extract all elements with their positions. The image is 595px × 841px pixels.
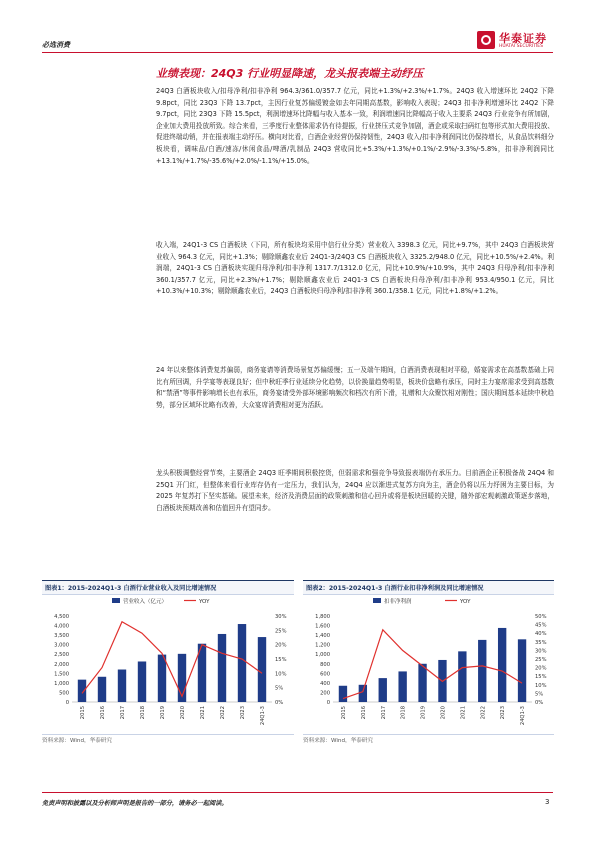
legend-line-label: YOY <box>199 599 210 605</box>
bar <box>98 677 106 702</box>
x-tick-label: 2022 <box>220 706 226 720</box>
x-tick-label: 24Q1-3 <box>520 706 527 726</box>
y2-tick-label: 35% <box>535 639 547 646</box>
bar <box>359 685 367 702</box>
figure-1-divider <box>42 734 294 735</box>
y-tick-label: 600 <box>320 671 330 678</box>
x-tick-label: 2016 <box>360 706 367 720</box>
x-tick-label: 2022 <box>480 706 487 720</box>
figure-2-source: 资料来源：Wind，华泰研究 <box>303 738 373 744</box>
brand-logo-icon <box>477 31 495 49</box>
bar <box>258 637 266 702</box>
legend-bar-swatch <box>112 598 120 603</box>
x-tick-label: 2015 <box>80 706 86 720</box>
header-divider <box>42 52 553 53</box>
figure-1-title: 图表1：2015-2024Q1-3 白酒行业营业收入及同比增速情况 <box>45 585 217 592</box>
x-tick-label: 2023 <box>240 706 246 720</box>
bar <box>498 628 506 702</box>
x-tick-label: 2015 <box>340 706 347 720</box>
y2-tick-label: 20% <box>535 665 547 672</box>
y2-tick-label: 10% <box>535 682 547 689</box>
bar <box>118 670 126 702</box>
y-tick-label: 2,500 <box>54 652 69 659</box>
y-tick-label: 4,000 <box>54 623 69 630</box>
bar <box>238 624 246 702</box>
y2-tick-label: 45% <box>535 622 547 629</box>
legend-bar-label: 营业收入（亿元） <box>123 599 168 605</box>
header-section-label: 必选消费 <box>42 41 70 49</box>
y-tick-label: 1,500 <box>54 671 69 678</box>
footer-divider <box>42 792 553 793</box>
x-tick-label: 2017 <box>380 706 387 720</box>
brand-name-cn: 华泰证券 <box>499 32 547 45</box>
y-tick-label: 500 <box>59 690 69 697</box>
y2-tick-label: 0% <box>275 700 284 706</box>
y2-tick-label: 40% <box>535 631 547 638</box>
y-tick-label: 2,000 <box>54 661 69 668</box>
section-title: 业绩表现：24Q3 行业明显降速，龙头报表端主动纾压 <box>156 67 424 80</box>
paragraph-outlook: 龙头积极调整经营节奏，主要酒企 24Q3 旺季期间积极控货，但弱需求和强竞争导致报表端仍有承压力。目前酒企正积极备战 24Q4 和 25Q1 开门红，但整体来看行业库存仍有一定压力，我们认为，24Q4 应以渐进式复苏方向为主，酒企仍将以压力纾困为主要目标，为 2025 年复苏打下坚实基础。展望未来，经济及消费层面的政策刺激和信心回升或将是板块回暖的关键，随外部宏观刺激政策逐步落地，白酒板块预期改善和估值回升有望同步。 <box>156 469 554 512</box>
paragraph-consumption: 24 年以来整体消费复苏偏弱，商务宴请等消费场景复苏偏缓慢；五一及端午期间，白酒消费表现相对平稳，婚宴需求在高基数基础上同比有所回调，升学宴等表现良好；但中秋旺季行业延续分化趋势，以价换量趋势明显，板块价盘略有承压，同时主力宴席需求受到高基数和“禁酒”等事件影响增长也有承压，商务宴请受外部环境影响频次和档次有所下滑，礼赠和大众聚饮相对刚性；国庆期间基本延续中秋趋势，部分区域环比略有改善，大众宴席消费相对更为活跃。 <box>156 366 554 409</box>
y2-tick-label: 30% <box>275 614 287 620</box>
y2-tick-label: 30% <box>535 648 547 655</box>
yoy-line <box>343 630 522 699</box>
y-tick-label: 1,200 <box>315 642 330 649</box>
x-tick-label: 2018 <box>140 706 146 720</box>
paragraph-performance: 24Q3 白酒板块收入/扣母净利/扣非净利 964.3/361.0/357.7 亿元，同比+1.3%/+2.3%/+1.7%。24Q3 收入增速环比 24Q2 下降 9.8pct，同比 23Q3 下降 13.7pct，主因行业复苏偏缓镀金如去年同期高基数，影响收入表现；24Q3 扣非净利增速环比 24Q2 下降 9.7pct，同比 23Q3 下降 15.5pct，利润增速环比降幅与收入基本一致，利润增速同比降幅高于收入主要系 24Q3 行业竞争有所加剧，企业加大费用投放所致。综合来看，三季度行业整体需求仍有待提振，行业挤压式竞争加剧，酒企或采取扫码红包等形式加大费用投放、促进终端动销，并在报表端主动纾压。横向对比看，白酒企业经营仍保持韧性，24Q3 收入/扣非净利润同比仍保持增长，从食品饮料细分板块看，调味品/白酒/速冻/休闲食品/啤酒/乳制品 24Q3 营收同比+5.3%/+1.3%/+0.1%/-2.9%/-3.3%/-5.8%，扣非净利润同比+13.1%/+1.7%/-35.6%/+2.0%/-1.1%/+15.0%。 <box>156 87 554 165</box>
x-tick-label: 2020 <box>440 706 447 720</box>
y-tick-label: 3,000 <box>54 642 69 649</box>
bar <box>158 655 166 702</box>
bar <box>418 664 426 702</box>
y2-tick-label: 50% <box>535 614 547 620</box>
y-tick-label: 1,000 <box>54 680 69 687</box>
bar <box>458 651 466 702</box>
y2-tick-label: 15% <box>535 674 547 681</box>
x-tick-label: 2018 <box>400 706 407 720</box>
y-tick-label: 3,500 <box>54 633 69 640</box>
figure-2-title-bar <box>303 580 554 595</box>
y2-tick-label: 25% <box>275 628 287 635</box>
legend-line-label: YOY <box>460 599 471 605</box>
y-tick-label: 4,500 <box>54 614 69 620</box>
legend-bar-label: 扣非净利润 <box>384 599 412 605</box>
brand-name-en: HUATAI SECURITIES <box>499 44 544 49</box>
bar <box>218 634 226 702</box>
bar <box>78 680 86 702</box>
y-tick-label: 400 <box>320 680 330 687</box>
figure-1-title-bar <box>42 580 294 595</box>
bar <box>379 678 387 702</box>
y2-tick-label: 5% <box>275 685 284 692</box>
y2-tick-label: 15% <box>275 657 287 663</box>
x-tick-label: 24Q1-3 <box>260 706 266 726</box>
yoy-line <box>82 622 262 697</box>
figure-2 <box>303 580 554 748</box>
x-tick-label: 2021 <box>460 706 467 720</box>
figure-1-source: 资料来源：Wind，华泰研究 <box>42 738 112 744</box>
y2-tick-label: 20% <box>275 642 287 649</box>
y2-tick-label: 0% <box>535 700 544 706</box>
x-tick-label: 2023 <box>500 706 507 720</box>
x-tick-label: 2019 <box>160 706 166 720</box>
y-tick-label: 0 <box>326 700 330 706</box>
figure-2-divider <box>303 734 554 735</box>
bar <box>138 661 146 702</box>
bar <box>478 640 486 702</box>
paragraph-revenue-profit: 收入端，24Q1-3 CS 白酒板块（下同，所有板块均采用中信行业分类）营业收入 3398.3 亿元，同比+9.7%，其中 24Q3 白酒板块营业收入 964.3 亿元，同比+1.3%；剔除顺鑫农业后 24Q1-3/24Q3 CS 白酒板块收入 3325.2/948.0 亿元，同比+10.5%/+2.4%。利润端，24Q1-3 CS 白酒板块实现归母净利/扣非净利 1317.7/1312.0 亿元，同比+10.9%/+10.9%，其中 24Q3 归母净利/扣非净利 360.1/357.7 亿元，同比+2.3%/+1.7%；剔除顺鑫农业后 24Q1-3 CS 白酒板块归母净利/扣非净利 953.4/950.1 亿元，同比+10.3%/+10.3%；剔除顺鑫农业后，24Q3 白酒板块归母净利/扣非净利 360.1/358.1 亿元，同比+1.8%/+1.2%。 <box>156 241 554 296</box>
legend-bar-swatch <box>373 598 381 603</box>
y2-tick-label: 10% <box>275 671 287 678</box>
bar <box>518 639 526 702</box>
page-number: 3 <box>545 798 550 806</box>
y2-tick-label: 25% <box>535 657 547 663</box>
footer-disclaimer: 免责声明和披露以及分析师声明是报告的一部分，请务必一起阅读。 <box>42 800 228 807</box>
chart-net-profit <box>303 594 554 734</box>
brand-logo <box>477 30 553 52</box>
bar <box>339 686 347 702</box>
y-tick-label: 1,400 <box>315 633 330 640</box>
y-tick-label: 800 <box>320 661 330 668</box>
x-tick-label: 2017 <box>120 706 126 720</box>
figure-2-title: 图表2：2015-2024Q1-3 白酒行业扣非净利润及同比增速情况 <box>306 585 484 592</box>
x-tick-label: 2021 <box>200 706 206 720</box>
x-tick-label: 2019 <box>420 706 427 720</box>
chart-revenue <box>42 594 294 734</box>
y-tick-label: 1,600 <box>315 623 330 630</box>
x-tick-label: 2020 <box>180 706 186 720</box>
figure-1 <box>42 580 294 748</box>
x-tick-label: 2016 <box>100 706 106 720</box>
y-tick-label: 1,800 <box>315 614 330 620</box>
y-tick-label: 1,000 <box>315 652 330 659</box>
y-tick-label: 200 <box>320 690 330 697</box>
y2-tick-label: 5% <box>535 691 544 698</box>
y-tick-label: 0 <box>65 700 69 706</box>
bar <box>398 671 406 702</box>
